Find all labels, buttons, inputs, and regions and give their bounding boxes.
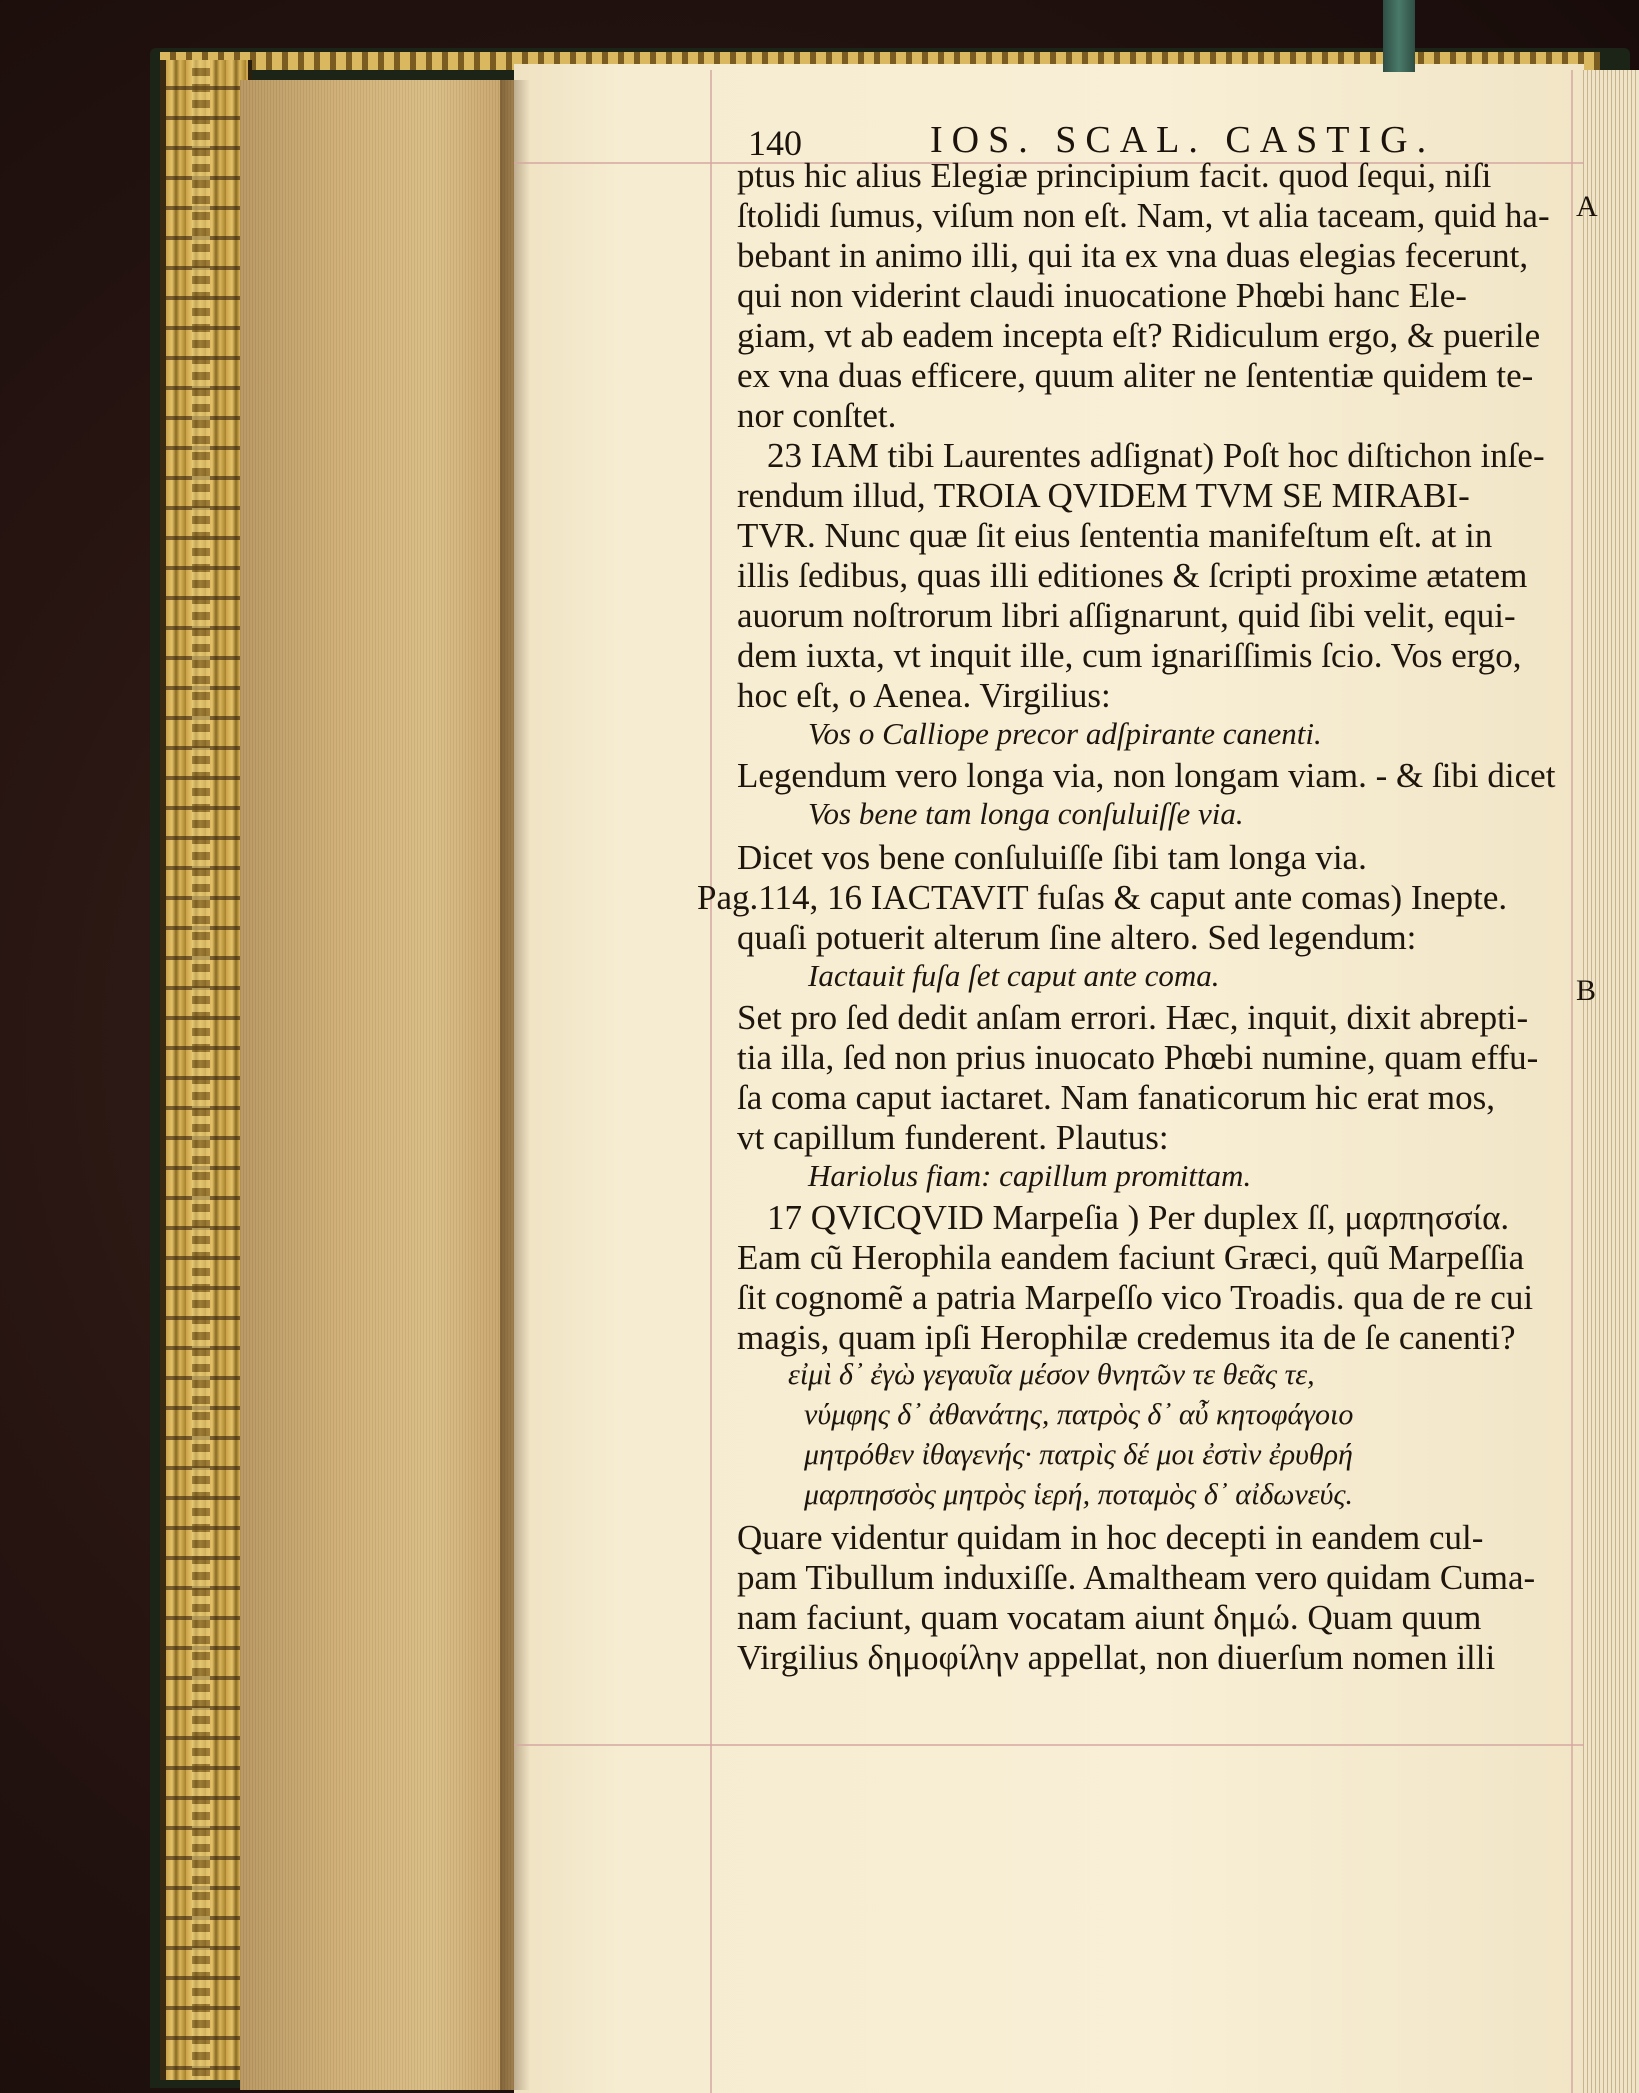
text-line: giam, vt ab eadem incepta eſt? Ridiculum ergo, & puerile — [737, 316, 1541, 355]
text-line: vt capillum funderent. Plautus: — [737, 1118, 1169, 1157]
text-line: ſa coma caput iactaret. Nam fanaticorum hic erat mos, — [737, 1078, 1495, 1117]
text-line: εἰμὶ δ᾽ ἐγὼ γεγαυῖα μέσον θνητῶν τε θεᾶς τε, — [788, 1358, 1315, 1391]
page-block-edges — [240, 80, 518, 2090]
bottom-rule — [514, 1744, 1584, 1746]
text-line: pam Tibullum induxiſſe. Amaltheam vero quidam Cuma- — [737, 1558, 1536, 1597]
text-line: quaſi potuerit alterum ſine altero. Sed legendum: — [737, 918, 1417, 957]
text-line: Set pro ſed dedit anſam errori. Hæc, inquit, dixit abrepti- — [737, 998, 1529, 1037]
left-column-rule — [710, 70, 712, 2093]
text-line: nor conſtet. — [737, 396, 897, 435]
text-line: ſit cognomẽ a patria Marpeſſo vico Troadis. qua de re cui — [737, 1278, 1534, 1317]
page-number: 140 — [748, 123, 802, 163]
gutter-shadow — [500, 80, 530, 2090]
text-line: Vos o Calliope precor adſpirante canenti. — [808, 716, 1322, 751]
text-line: dem iuxta, vt inquit ille, cum ignariſſimis ſcio. Vos ergo, — [737, 636, 1522, 675]
text-line: Legendum vero longa via, non longam viam. - & ſibi dicet — [737, 756, 1556, 795]
right-leaf-edges — [1580, 70, 1639, 2093]
text-line: magis, quam ipſi Herophilæ credemus ita de ſe canenti? — [737, 1318, 1516, 1357]
text-line: bebant in animo illi, qui ita ex vna duas elegias fecerunt, — [737, 236, 1529, 275]
text-line: hoc eſt, o Aenea. Virgilius: — [737, 676, 1111, 715]
text-line: Iactauit fuſa ſet caput ante coma. — [808, 958, 1220, 993]
text-line: Virgilius δημοφίλην appellat, non diuerſum nomen illi — [737, 1638, 1496, 1677]
text-line: Eam cũ Herophila eandem faciunt Græci, quũ Marpeſſia — [737, 1238, 1525, 1277]
text-line: Quare videntur quidam in hoc decepti in eandem cul- — [737, 1518, 1484, 1557]
text-line: rendum illud, TROIA QVIDEM TVM SE MIRABI- — [737, 476, 1470, 515]
text-line: Hariolus fiam: capillum promittam. — [808, 1158, 1252, 1193]
ribbon-bookmark — [1383, 0, 1415, 72]
text-line: μαρπησσὸς μητρὸς ἱερή, ποταμὸς δ᾽ αἰδωνεύς. — [804, 1478, 1354, 1511]
text-line: νύμφης δ᾽ ἀθανάτης, πατρὸς δ᾽ αὖ κητοφάγοιο — [804, 1398, 1354, 1431]
text-line: μητρόθεν ἰθαγενής· πατρὶς δέ μοι ἐστὶν ἐρυθρή — [804, 1438, 1353, 1471]
text-line: qui non viderint claudi inuocatione Phœbi hanc Ele- — [737, 276, 1467, 315]
text-line: Dicet vos bene conſuluiſſe ſibi tam longa via. — [737, 838, 1367, 877]
margin-letter-b: B — [1576, 974, 1597, 1007]
text-line: Vos bene tam longa conſuluiſſe via. — [808, 796, 1244, 831]
text-line: auorum noſtrorum libri aſſignarunt, quid ſibi velit, equi- — [737, 596, 1516, 635]
gilt-tooled-edge — [160, 60, 252, 2080]
margin-letter-a: A — [1576, 190, 1598, 223]
text-line: nam faciunt, quam vocatam aiunt δημώ. Quam quum — [737, 1598, 1482, 1637]
text-line: tia illa, ſed non prius inuocato Phœbi numine, quam effu- — [737, 1038, 1539, 1077]
text-line: ex vna duas efficere, quum aliter ne ſententiæ quidem te- — [737, 356, 1534, 395]
text-line: ptus hic alius Elegiæ principium facit. quod ſequi, niſi — [737, 156, 1492, 195]
right-column-rule — [1571, 70, 1573, 2093]
text-line: 23 IAM tibi Laurentes adſignat) Poſt hoc diſtichon inſe- — [767, 436, 1545, 475]
text-line: TVR. Nunc quæ ſit eius ſententia manifeſtum eſt. at in — [737, 516, 1493, 555]
running-head: IOS. SCAL. CASTIG. — [930, 119, 1436, 161]
text-line: ſtolidi ſumus, viſum non eſt. Nam, vt alia taceam, quid ha- — [737, 196, 1550, 235]
text-line: illis ſedibus, quas illi editiones & ſcripti proxime ætatem — [737, 556, 1528, 595]
text-line: 17 QVICQVID Marpeſia ) Per duplex ſſ, μαρπησσία. — [767, 1198, 1510, 1237]
text-line: Pag.114, 16 IACTAVIT fuſas & caput ante comas) Inepte. — [697, 878, 1508, 917]
